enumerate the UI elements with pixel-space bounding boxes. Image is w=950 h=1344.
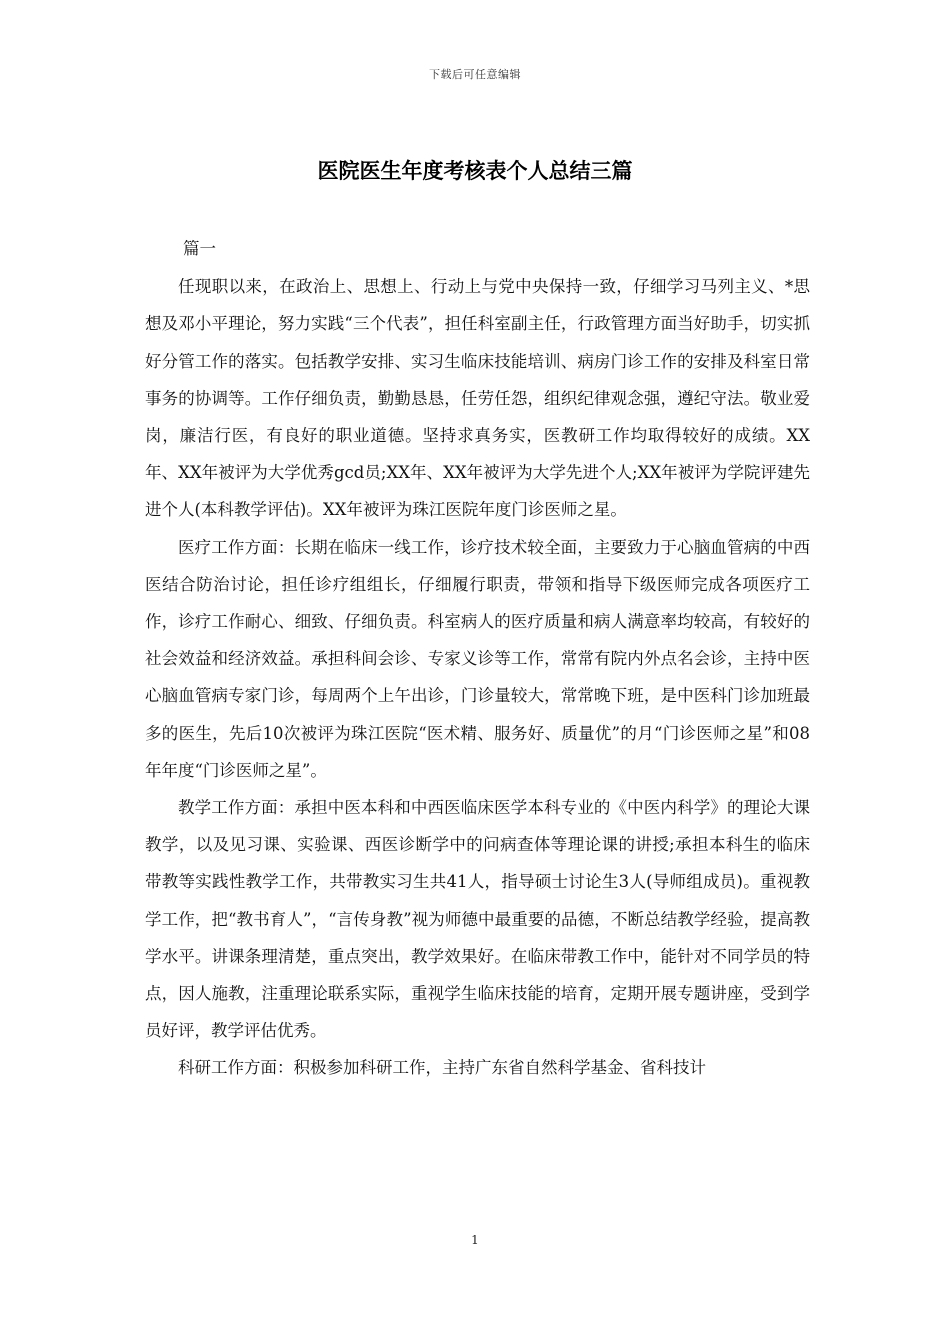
- paragraph-medical-work: 医疗工作方面：长期在临床一线工作，诊疗技术较全面，主要致力于心脑血管病的中西医结合防治讨论，担任诊疗组组长，仔细履行职责，带领和指导下级医师完成各项医疗工作，诊疗工作耐心、细致、仔细负责。科室病人的医疗质量和病人满意率均较高，有较好的社会效益和经济效益。承担科间会诊、专家义诊等工作，常常有院内外点名会诊，主持中医心脑血管病专家门诊，每周两个上午出诊，门诊量较大，常常晚下班，是中医科门诊加班最多的医生，先后10次被评为珠江医院“医术精、服务好、质量优”的月“门诊医师之星”和08年年度“门诊医师之星”。: [145, 537, 810, 780]
- paragraph-intro: 任现职以来，在政治上、思想上、行动上与党中央保持一致，仔细学习马列主义、*思想及邓小平理论，努力实践“三个代表”，担任科室副主任，行政管理方面当好助手，切实抓好分管工作的落实。包括教学安排、实习生临床技能培训、病房门诊工作的安排及科室日常事务的协调等。工作仔细负责，勤勤恳恳，任劳任怨，组织纪律观念强，遵纪守法。敬业爱岗，廉洁行医，有良好的职业道德。坚持求真务实，医教研工作均取得较好的成绩。XX年、XX年被评为大学优秀gcd员;XX年、XX年被评为大学先进个人;XX年被评为学院评建先进个人(本科教学评估)。XX年被评为珠江医院年度门诊医师之星。: [145, 277, 810, 520]
- paragraph-research-work: 科研工作方面：积极参加科研工作，主持广东省自然科学基金、省科技计: [178, 1058, 706, 1078]
- paragraph-teaching-work: 教学工作方面：承担中医本科和中西医临床医学本科专业的《中医内科学》的理论大课教学，以及见习课、实验课、西医诊断学中的问病查体等理论课的讲授;承担本科生的临床带教等实践性教学工作，共带教实习生共41人，指导硕士讨论生3人(导师组成员)。重视教学工作，把“教书育人”，“言传身教”视为师德中最重要的品德，不断总结教学经验，提高教学水平。讲课条理清楚，重点突出，教学效果好。在临床带教工作中，能针对不同学员的特点，因人施教，注重理论联系实际，重视学生临床技能的培育，定期开展专题讲座，受到学员好评，教学评估优秀。: [145, 798, 810, 1041]
- section-heading: 篇一: [182, 239, 216, 258]
- page-header-note: 下载后可任意编辑: [429, 68, 521, 81]
- document-body: [145, 230, 810, 1087]
- document-title: 医院医生年度考核表个人总结三篇: [317, 159, 633, 183]
- page-number: 1: [471, 1233, 479, 1247]
